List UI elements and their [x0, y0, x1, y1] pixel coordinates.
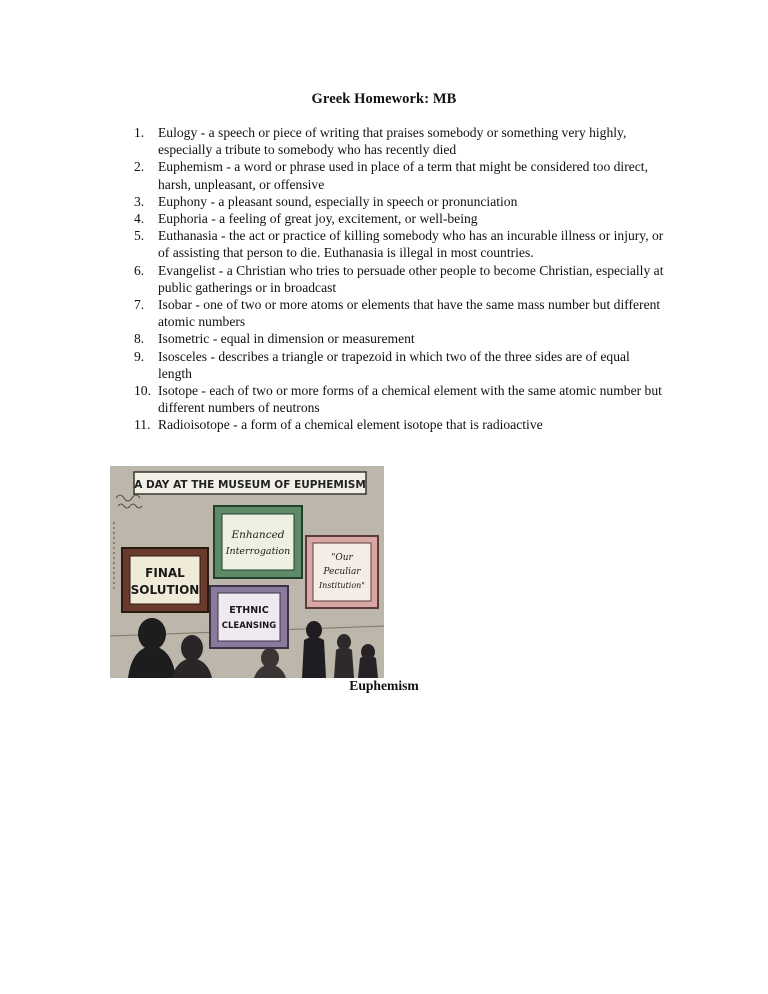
frame-text: SOLUTION [130, 583, 200, 597]
item-text: Isotope - each of two or more forms of a chemical element with the same atomic number but different numbers of neutrons [158, 383, 662, 416]
item-text: Isosceles - describes a triangle or trapezoid in which two of the three sides are of equal length [158, 348, 630, 381]
image-caption: Euphemism [349, 678, 419, 693]
frame-text: Interrogation [225, 546, 291, 557]
item-number: 10. [134, 383, 151, 399]
frame-canvas [222, 514, 294, 570]
visitor-head [181, 635, 203, 661]
visitor-head [138, 618, 166, 650]
visitor-body [334, 648, 354, 679]
frame-text: ETHNIC [229, 605, 269, 616]
frame-text: "Our [331, 553, 353, 563]
visitor-head [306, 621, 322, 639]
visitor-body [302, 637, 326, 678]
list-item [134, 193, 664, 210]
item-number: 11. [134, 417, 151, 433]
frame-enhanced-interrogation [214, 506, 302, 578]
list-item [134, 416, 664, 433]
cartoon-image [110, 466, 384, 678]
list-item [134, 262, 664, 296]
frame-peculiar-institution [306, 536, 378, 608]
item-number: 5. [134, 228, 145, 244]
frame-final-solution [122, 548, 208, 612]
item-text: Radioisotope - a form of a chemical element isotope that is radioactive [158, 417, 543, 433]
item-text: Isobar - one of two or more atoms or elements that have the same mass number but different atomic numbers [158, 297, 661, 330]
list-item [134, 330, 664, 347]
item-text: Evangelist - a Christian who tries to persuade other people to become Christian, especially at public gatherings or in broadcast [158, 262, 664, 295]
frame-text: FINAL [145, 566, 185, 580]
list-item [134, 158, 664, 192]
item-text: Isometric - equal in dimension or measurement [158, 331, 415, 347]
item-number: 6. [134, 262, 145, 278]
item-text: Euphemism - a word or phrase used in place of a term that might be considered too direct, harsh, unpleasant, or offensive [158, 159, 648, 192]
frame-text: Institution" [319, 581, 365, 590]
item-text: Euphony - a pleasant sound, especially in speech or pronunciation [158, 193, 518, 209]
item-number: 1. [134, 125, 145, 140]
list-item [134, 124, 664, 158]
item-text: Euphoria - a feeling of great joy, excitement, or well-being [158, 211, 478, 227]
item-number: 9. [134, 348, 145, 364]
list-item [134, 296, 664, 330]
item-text: Eulogy - a speech or piece of writing that praises somebody or something very highly, especially a tribute to somebody who has recently died [158, 125, 627, 158]
frame-ethnic-cleansing [210, 586, 288, 648]
list-item [134, 227, 664, 261]
item-number: 4. [134, 211, 145, 227]
frame-canvas [218, 593, 280, 641]
item-number: 2. [134, 159, 145, 175]
list-item [134, 348, 664, 382]
list-item [134, 382, 664, 416]
list-item [134, 210, 664, 227]
page-title: Greek Homework: MB [311, 91, 457, 107]
frame-text: Enhanced [231, 529, 285, 541]
term-list [134, 124, 664, 434]
visitor-body [358, 656, 378, 678]
item-number: 3. [134, 193, 145, 209]
item-number: 7. [134, 297, 145, 313]
frame-text: Peculiar [323, 567, 361, 577]
frame-text: CLEANSING [221, 621, 277, 631]
item-number: 8. [134, 331, 145, 347]
banner-text: A DAY AT THE MUSEUM OF EUPHEMISM [134, 479, 366, 491]
item-text: Euthanasia - the act or practice of killing somebody who has an incurable illness or injury, or of assisting that person to die. Euthanasia is illegal in most countries. [158, 228, 664, 261]
